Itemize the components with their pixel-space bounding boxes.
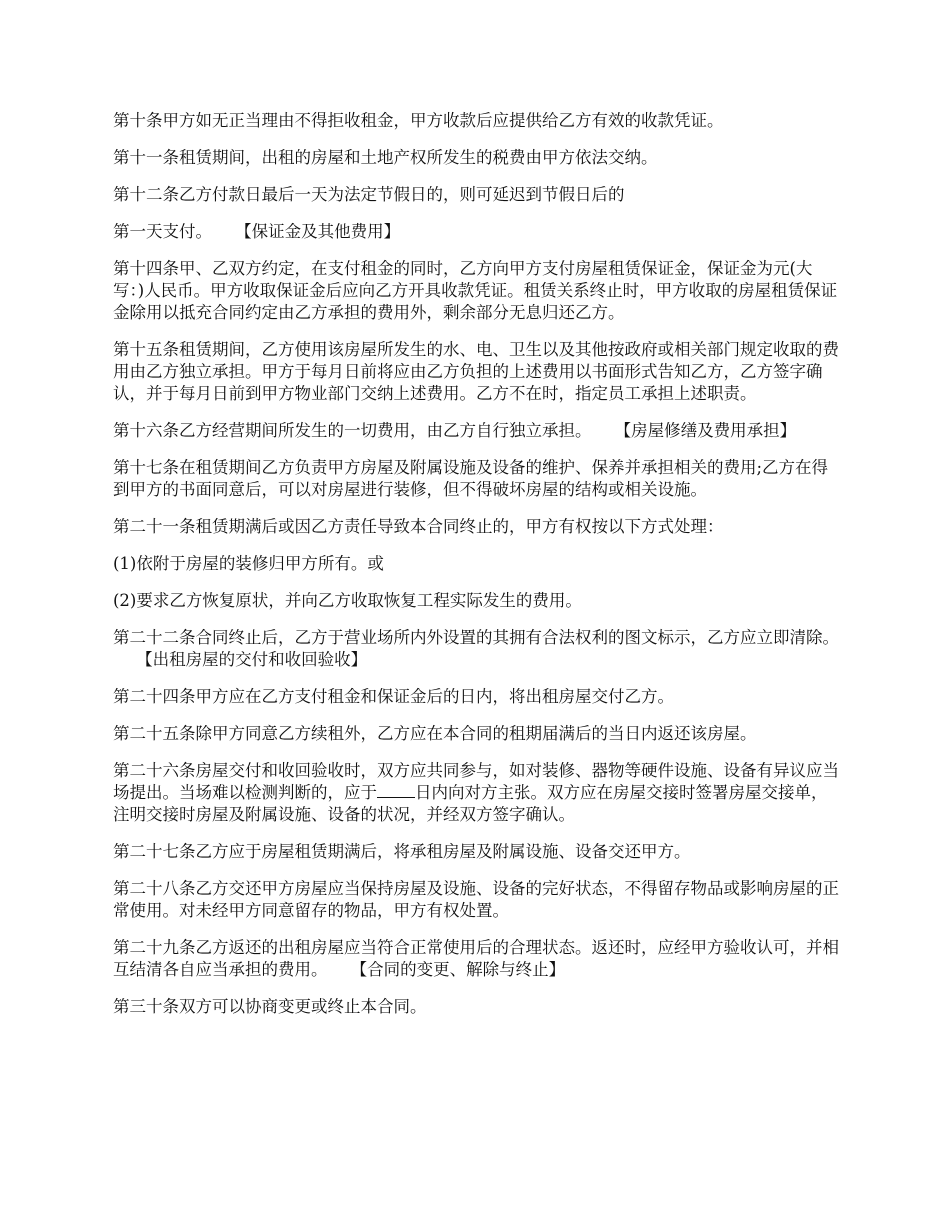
fill-in-blank — [377, 783, 415, 798]
section-heading-termination: 【合同的变更、解除与终止】 — [350, 960, 566, 979]
clause-16: 第十六条乙方经营期间所发生的一切费用，由乙方自行独立承担。 【房屋修缮及费用承担】 — [113, 421, 797, 440]
clause-22: 第二十二条合同终止后，乙方于营业场所内外设置的其拥有合法权利的图文标示，乙方应立即清除。【出租房屋的交付和收回验收】 — [113, 628, 839, 669]
clause-12-continued: 第一天支付。 【保证金及其他费用】 — [113, 222, 401, 241]
section-heading-handover: 【出租房屋的交付和收回验收】 — [136, 650, 368, 669]
clause-15: 第十五条租赁期间，乙方使用该房屋所发生的水、电、卫生以及其他按政府或相关部门规定收取的费用由乙方独立承担。甲方于每月日前将应由乙方负担的上述费用以书面形式告知乙方，乙方签字确认，并于每月日前到甲方物业部门交纳上述费用。乙方不在时，指定员工承担上述职责。 — [113, 340, 839, 403]
clause-21-item-2: (2)要求乙方恢复原状，并向乙方收取恢复工程实际发生的费用。 — [113, 591, 582, 610]
clause-12: 第十二条乙方付款日最后一天为法定节假日的，则可延迟到节假日后的 — [113, 185, 625, 204]
clause-21: 第二十一条租赁期满后或因乙方责任导致本合同终止的，甲方有权按以下方式处理： — [113, 517, 724, 536]
clause-25: 第二十五条除甲方同意乙方续租外，乙方应在本合同的租期届满后的当日内返还该房屋。 — [113, 724, 757, 743]
clause-26: 第二十六条房屋交付和收回验收时，双方应共同参与，如对装修、器物等硬件设施、设备有异议应当场提出。当场难以检测判断的，应于 日内向对方主张。双方应在房屋交接时签署房屋交接单，注明交接时房屋及附属设施、设备的状况，并经双方签字确认。 — [113, 761, 839, 824]
clause-24: 第二十四条甲方应在乙方支付租金和保证金后的日内，将出租房屋交付乙方。 — [113, 687, 674, 706]
section-heading-repairs: 【房屋修缮及费用承担】 — [614, 421, 797, 440]
clause-14: 第十四条甲、乙双方约定，在支付租金的同时，乙方向甲方支付房屋租赁保证金，保证金为元(大写：)人民币。甲方收取保证金后应向乙方开具收款凭证。租赁关系终止时，甲方收取的房屋租赁保证金除用以抵充合同约定由乙方承担的费用外，剩余部分无息归还乙方。 — [113, 259, 838, 322]
clause-28: 第二十八条乙方交还甲方房屋应当保持房屋及设施、设备的完好状态，不得留存物品或影响房屋的正常使用。对未经甲方同意留存的物品，甲方有权处置。 — [113, 879, 839, 920]
clause-27: 第二十七条乙方应于房屋租赁期满后，将承租房屋及附属设施、设备交还甲方。 — [113, 842, 691, 861]
contract-body — [113, 110, 843, 1033]
clause-10: 第十条甲方如无正当理由不得拒收租金，甲方收款后应提供给乙方有效的收款凭证。 — [113, 111, 724, 130]
clause-21-item-1: (1)依附于房屋的装修归甲方所有。或 — [113, 554, 384, 573]
clause-11: 第十一条租赁期间，出租的房屋和土地产权所发生的税费由甲方依法交纳。 — [113, 148, 658, 167]
section-heading-deposit: 【保证金及其他费用】 — [235, 222, 401, 241]
clause-17: 第十七条在租赁期间乙方负责甲方房屋及附属设施及设备的维护、保养并承担相关的费用;乙方在得到甲方的书面同意后，可以对房屋进行装修，但不得破坏房屋的结构或相关设施。 — [113, 458, 829, 499]
clause-30: 第三十条双方可以协商变更或终止本合同。 — [113, 997, 427, 1016]
clause-29: 第二十九条乙方返还的出租房屋应当符合正常使用后的合理状态。返还时，应经甲方验收认可，并相互结清各自应当承担的费用。 【合同的变更、解除与终止】 — [113, 938, 839, 979]
